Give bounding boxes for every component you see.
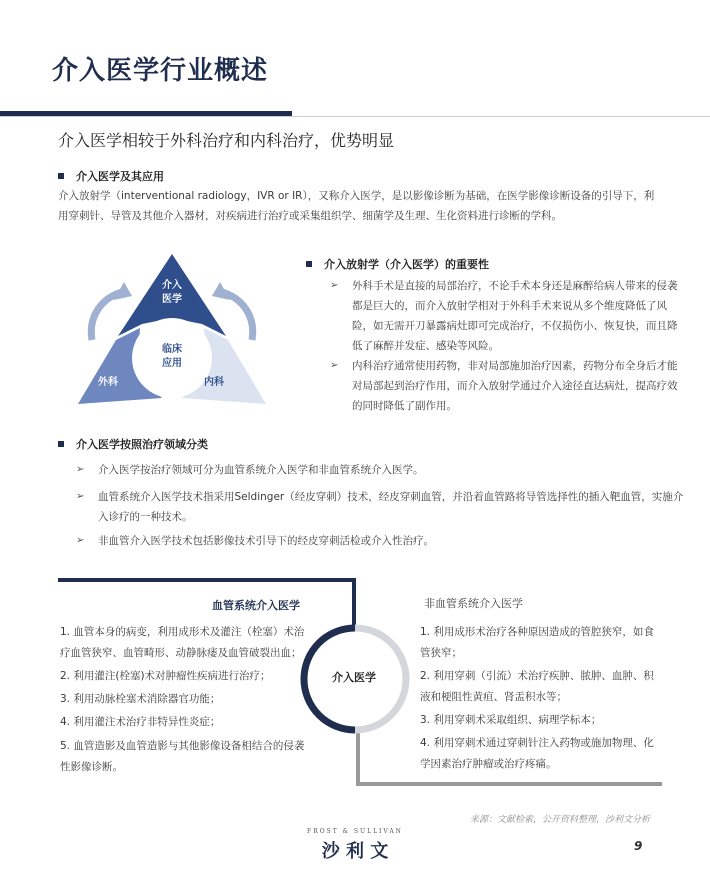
nonvascular-bottom-border xyxy=(356,782,662,786)
vascular-title: 血管系统介入医学 xyxy=(212,599,300,612)
vascular-top-border xyxy=(58,578,356,582)
diagram-right-label: 内科 xyxy=(204,377,224,388)
vascular-item-1: 1. 血管本身的病变，利用成形术及灌注（栓塞）术治疗血管狭窄、血管畸形、动静脉瘘及血管破裂出血； xyxy=(60,626,305,659)
diagram-left-label: 外科 xyxy=(98,377,118,388)
intro-paragraph: 介入放射学（interventional radiology，IVR or IR），又称介入医学，是以影像诊断为基础，在医学影像诊断设备的引导下，利用穿刺针、导管及其他介入器材，对疾病进行治疗或采集组织学、细菌学及生理、生化资料进行诊断的学科。 xyxy=(58,190,655,222)
page-subtitle: 介入医学相较于外科治疗和内科治疗，优势明显 xyxy=(58,131,395,150)
page-title: 介入医学行业概述 xyxy=(52,56,269,86)
diagram-top-label-line2: 医学 xyxy=(162,294,182,305)
title-divider xyxy=(0,116,710,117)
nonvascular-title: 非血管系统介入医学 xyxy=(424,597,523,610)
classification-bullet-2: ➢ 血管系统介入医学技术指采用Seldinger（经皮穿刺）技术，经皮穿刺血管，并沿着血管路将导管选择性的插入靶血管，实施介入诊疗的一种技术。 xyxy=(76,487,684,527)
vascular-item-4: 4. 利用灌注术治疗非特异性炎症； xyxy=(60,716,221,728)
importance-bullet-1: ➢ 外科手术是直接的局部治疗，不论手术本身还是麻醉给病人带来的侵袭都是巨大的，而介入放射学相对于外科手术来说从多个维度降低了风险，如无需开刀暴露病灶即可完成治疗，不仅损伤小、恢复快，而且降低了麻醉并发症、感染等风险。 xyxy=(330,276,680,356)
page-number: 9 xyxy=(634,839,643,853)
classification-bullet-1: ➢ 介入医学按治疗领域可分为血管系统介入医学和非血管系统介入医学。 xyxy=(76,460,684,480)
clinical-application-diagram xyxy=(62,248,282,410)
square-bullet-icon xyxy=(306,261,312,267)
brand-small-text: FROST & SULLIVAN xyxy=(307,828,403,835)
arrow-bullet-icon: ➢ xyxy=(330,360,339,371)
diagram-center-label-line1: 临床 xyxy=(162,344,182,355)
section-heading-importance: 介入放射学（介入医学）的重要性 xyxy=(306,256,489,272)
center-label: 介入医学 xyxy=(315,638,393,716)
classification-bullet-3: ➢ 非血管介入医学技术包括影像技术引导下的经皮穿刺活检或介入性治疗。 xyxy=(76,531,684,551)
vascular-item-3: 3. 利用动脉栓塞术消除器官功能； xyxy=(60,693,221,705)
nonvascular-left-border xyxy=(356,728,360,786)
diagram-center-label-line2: 应用 xyxy=(162,358,182,369)
section-heading-application: 介入医学及其应用 xyxy=(58,168,164,184)
vascular-item-2: 2. 利用灌注(栓塞)术对肿瘤性疾病进行治疗； xyxy=(60,670,271,682)
source-note: 来源：文献检索，公开资料整理，沙利文分析 xyxy=(470,815,651,825)
diagram-top-label-line1: 介入 xyxy=(162,280,182,291)
brand-name: 沙 利 文 xyxy=(321,841,389,862)
importance-bullet-2: ➢ 内科治疗通常使用药物，非对局部施加治疗因素，药物分布全身后才能对局部起到治疗作用，而介入放射学通过介入途径直达病灶，提高疗效的同时降低了副作用。 xyxy=(330,356,680,416)
nonvascular-item-1: 1. 利用成形术治疗各种原因造成的管腔狭窄，如食管狭窄； xyxy=(420,626,654,659)
vascular-item-5: 5. 血管造影及血管造影与其他影像设备相结合的侵袭性影像诊断。 xyxy=(60,740,305,773)
nonvascular-item-4: 4. 利用穿刺术通过穿刺针注入药物或施加物理、化学因素治疗肿瘤或治疗疼痛。 xyxy=(420,737,654,770)
arrow-bullet-icon: ➢ xyxy=(330,280,339,291)
arrow-bullet-icon: ➢ xyxy=(76,535,85,546)
nonvascular-item-3: 3. 利用穿刺术采取组织、病理学标本； xyxy=(420,714,602,726)
vascular-right-border xyxy=(352,578,356,630)
nonvascular-item-2: 2. 利用穿刺（引流）术治疗疾肿、脓肿、血肿、积液和梗阻性黄疸、肾盂积水等； xyxy=(420,670,654,703)
section-heading-classification: 介入医学按照治疗领域分类 xyxy=(58,436,208,452)
arrow-bullet-icon: ➢ xyxy=(76,491,85,502)
square-bullet-icon xyxy=(58,173,64,179)
arrow-bullet-icon: ➢ xyxy=(76,464,85,475)
brand-logo xyxy=(0,828,710,863)
square-bullet-icon xyxy=(58,441,64,447)
